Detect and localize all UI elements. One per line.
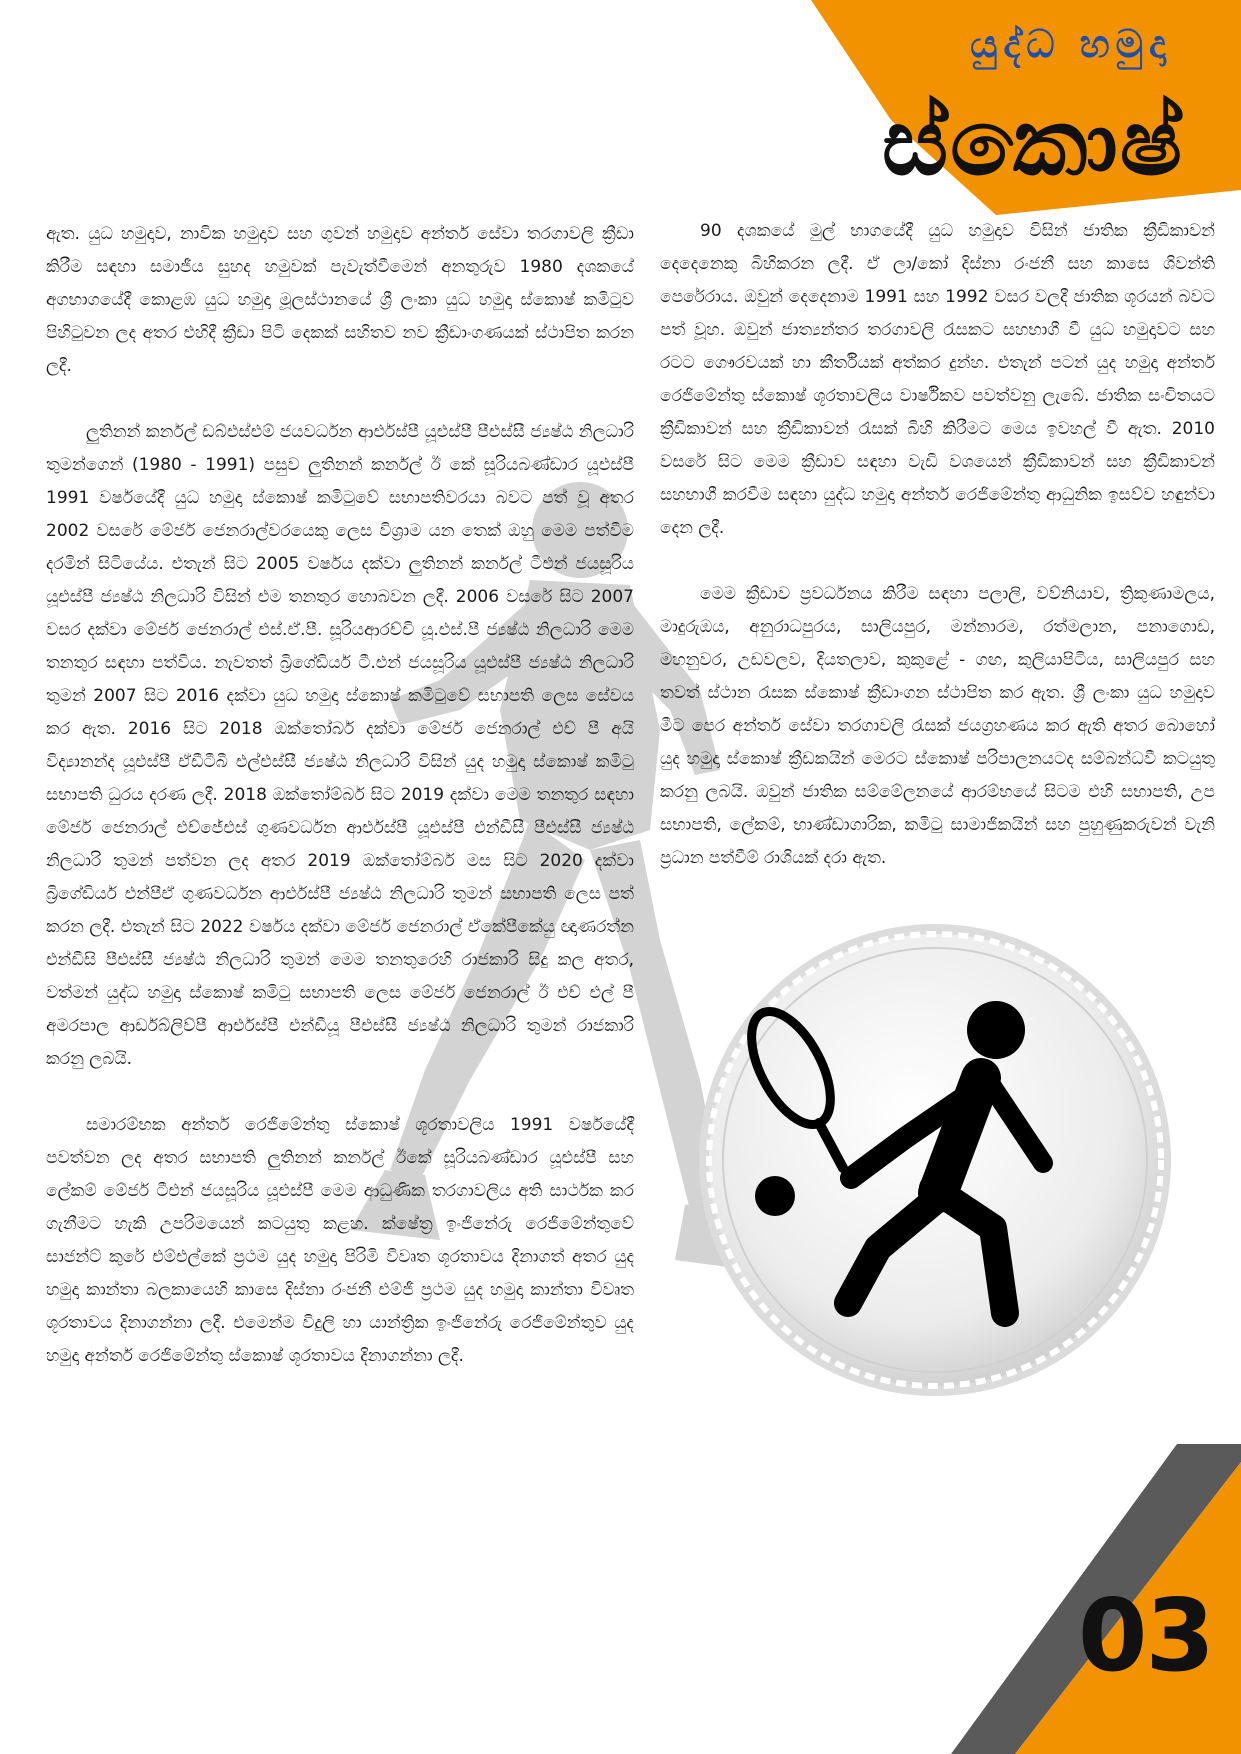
- squash-player-icon: [693, 918, 1178, 1403]
- header-banner: [771, 0, 1241, 215]
- left-paragraph-1: ඇත. යුධ හමුදාව, නාවික හමුදාව සහ ගුවන් හමුදාව අන්තර් සේවා තරගාවලි ක්‍රීඩා කිරීම සඳහා සමාජීය සුහද හමුවක් පැවැත්වීමෙන් අනතුරුව 1980 දශකයේ අගභාගයේදී කොළඹ යුධ හමුදා මූලස්ථානයේ ශ්‍රී ලංකා යුධ හමුදා ස්කොෂ් කමිටුව පිහිටුවන ලද අතර එහිදී ක්‍රීඩා පිටි දෙකක් සහිතව නව ක්‍රීඩාංගණයක් ස්ථාපිත කරන ලදී.: [46, 224, 634, 376]
- left-paragraph-3: සමාරම්භක අන්තර් රෙජිමේන්තු ස්කොෂ් ශූරතාවලිය 1991 වර්ෂයේදී පවත්වන ලද අතර සභාපති ලුතිනන් කර්නල් ඊකේ සූරියබණ්ඩාර යූඑස්පී සහ ලේකම් මේජර් ටීඑන් ජයසූරිය යූඑස්පී මෙම ආධුණික තරගාවලිය අති සාර්ථක කර ගැනීමට හැකි උපරිමයෙන් කටයුතු කළහ. ක්ෂේත්‍ර ඉංජිනේරු රෙජිමේන්තුවේ සාජන්ට් කුරේ එම්එල්කේ ප්‍රථම යුද හමුදා පිරිමි විවෘත ශූරතාවය දිනාගත් අතර යුද හමුදා කාන්තා බලකායෙහි කාසෙ දිස්නා රංජනී එම්ජී ප්‍රථම යුද හමුදා කාන්තා විවෘත ශූරතාවය දිනාගන්නා ලදී. එමෙන්ම විදුලි හා යාන්ත්‍රික ඉංජිනේරු රෙජිමේන්තුව යුද හමුදා අන්තර් රෙජිමේන්තු ස්කොෂ් ශූරතාවය දිනාගන්නා ලදී.: [46, 1115, 634, 1366]
- right-paragraph-1: 90 දශකයේ මුල් භාගයේදී යුධ හමුදාව විසින් ජාතික ක්‍රීඩිකාවන් දෙදෙනෙකු බිහිකරන ලදී. ඒ ලා/කෝ දිස්නා රංජනී සහ කාසෙ ශිවන්ති පෙරේරාය. ඔවුන් දෙදෙනාම 1991 සහ 1992 වසර වලදී ජාතික ශූරයන් බවට පත් වූහ. ඔවුන් ජාත්‍යන්තර තරගාවලි රැසකට සහභාගී වී යුධ හමුදාවට සහ රටට ගෞරවයක් හා කීර්තියක් අත්කර දුන්හ. එතැන් පටන් යුද හමුදා අන්තර් රෙජිමේන්තු ස්කොෂ් ශූරතාවලිය වාර්ෂිකව පවත්වනු ලැබේ. ජාතික සංචිතයට ක්‍රීඩිකාවන් සහ ක්‍රීඩිකාවන් රැසක් බිහි කිරීමට මෙය ඉවහල් වී ඇත. 2010 වසරේ සිට මෙම ක්‍රීඩාව සඳහා වැඩි වශයෙන් ක්‍රීඩිකාවන් සහ ක්‍රීඩිකාවන් සහභාගී කරවීම සඳහා යුද්ධ හමුදා අන්තර් රෙජිමේන්තු ආධුනික ඉසව්ව හඳුන්වා දෙන ලදී.: [660, 221, 1215, 538]
- right-paragraph-2: මෙම ක්‍රීඩාව ප්‍රවර්ධනය කිරීම සඳහා පලාලි, වව්නියාව, ත්‍රිකුණාමලය, මාදුරුඔය, අනුරාධපුරය, සාලියපුර, මන්නාරම, රත්මලාන, පනාගොඩ, මහනුවර, උඩවලව, දියතලාව, කුකුළේ - ගඟ, කුලියාපිටිය, සාලියපුර සහ තවත් ස්ථාන රැසක ස්කොෂ් ක්‍රීඩාංගන ස්ථාපිත කර ඇත. ශ්‍රී ලංකා යුධ හමුදාව මීට පෙර අන්තර් සේවා තරගාවලි රැසක් ජයග්‍රහණය කර ඇති අතර බොහෝ යුද හමුදා ස්කොෂ් ක්‍රීඩකයින් මෙරට ස්කොෂ් පරිපාලනයටද සම්බන්ධවී කටයුතු කරනු ලබයි. ඔවුන් ජාතික සම්මේලනයේ ආරම්භයේ සිටම එහි සභාපති, උප සභාපති, ලේකම්, භාණ්ඩාගාරික, කමිටු සාමාජිකයින් සහ පුහුණුකරුවන් වැනි ප්‍රධාන පත්වීම් රාශියක් දරා ඇත.: [660, 584, 1215, 868]
- left-column: [46, 218, 634, 1373]
- right-column: [660, 215, 1215, 875]
- page-title: ස්කොෂ්: [881, 89, 1185, 196]
- page-number: 03: [1077, 1577, 1213, 1694]
- left-paragraph-2: ලුතිනන් කර්නල් ඩබ්එස්එම් ජයවර්ධන ආර්එස්පී යූඑස්පී පීඑස්සී ජ්‍යෂ්ඨ නිලධාරි තුමන්ගෙන් (1980 - 1991) පසුව ලුතිනන් කර්නල් ඊ කේ සූරියබණ්ඩාර යූඑස්පී 1991 වර්ෂයේදී යුධ හමුදා ස්කොෂ් කමිටුවේ සභාපතිවරයා බවට පත් වූ අතර 2002 වසරේ මේජර් ජෙනරාල්වරයෙකු ලෙස විශ්‍රාම යන තෙක් ඔහු මෙම පත්වීම දරමින් සිටියේය. එතැන් සිට 2005 වර්ෂය දක්වා ලුතිනන් කර්නල් ටීඑන් ජයසූරිය යූඑස්පී ජ්‍යෂ්ඨ නිලධාරි විසින් එම තනතුර හොබවන ලදී. 2006 වසරේ සිට 2007 වසර දක්වා මේජර් ජෙනරාල් එස්.ඒ.පී. සූරියආරච්චි යූ.එස්.පී ජ්‍යෂ්ඨ නිලධාරි මෙම තනතුර සඳහා පත්විය. නැවතත් බ්‍රිගේඩියර් ටී.එන් ජයසූරිය යූඑස්පී ජ්‍යෂ්ඨ නිලධාරි තුමන් 2007 සිට 2016 දක්වා යුධ හමුදා ස්කොෂ් කමිටුවේ සභාපති ලෙස සේවය කර ඇත. 2016 සිට 2018 ඔක්තෝබර් දක්වා මේජර් ජෙනරාල් එච් පී අයි විද්‍යානන්ද යූඑස්පී ඒඩීටීබී එල්එස්සී ජ්‍යෂ්ඨ නිලධාරි විසින් යුද හමුදා ස්කොෂ් කමිටු සභාපති ධුරය දරණ ලදී. 2018 ඔක්තෝම්බර් සිට 2019 දක්වා මෙම තනතුර සඳහා මේජර් ජෙනරාල් එච්ජේඑස් ගුණවර්ධන ආර්එස්පී යූඑස්පී එන්ඩීසී පීඑස්සී ජ්‍යෂ්ඨ නිලධාරි තුමන් පත්වන ලද අතර 2019 ඔක්තෝම්බර් මස සිට 2020 දක්වා බ්‍රිගේඩියර් එන්පීඒ ගුණවර්ධන ආර්එස්පී ජ්‍යෂ්ඨ නිලධාරි තුමන් සභාපති ලෙස පත් කරන ලදී. එතැන් සිට 2022 වර්ෂය දක්වා මේජර් ජෙනරාල් ඒකේපීකේයු ඥාණරත්න එන්ඩීසි පීඑස්සී ජ්‍යෂ්ඨ නිලධාරි තුමන් මෙම තනතුරෙහි රාජකාරි සිදු කල අතර, වත්මන් යුද්ධ හමුදා ස්කොෂ් කමිටු සභාපති ලෙස මේජර් ජෙනරාල් ඊ එච් එල් පී අමරපාල ආර්ඩබ්ලිව්පී ආර්එස්පී එන්ඩීයූ පීඑස්සී ජ්‍යෂ්ඨ නිලධාරි තුමන් රාජකාරි කරනු ලබයි.: [46, 422, 634, 1069]
- banner-subtitle: යුද්ධ හමුදා: [970, 22, 1172, 66]
